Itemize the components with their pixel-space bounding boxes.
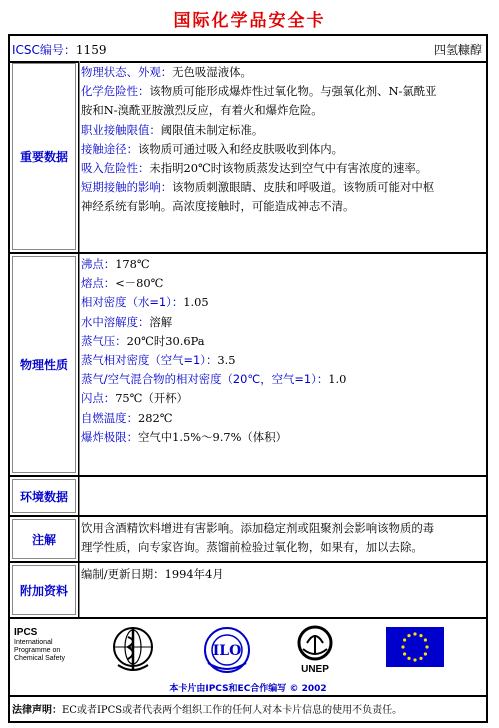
legal-label: 法律声明： <box>12 705 62 716</box>
field-value: 神经系统有影响。高浓度接触时，可能造成神志不清。 <box>81 199 355 214</box>
info-line <box>81 332 483 351</box>
field-key: 吸入危险性： <box>81 161 150 176</box>
info-line <box>81 101 483 120</box>
field-key: 接触途径： <box>81 141 138 156</box>
physical-properties-label: 物理性质 <box>12 256 76 473</box>
chemical-name: 四氢糠醇 <box>433 43 482 57</box>
icsc-label: ICSC编号： <box>12 43 76 57</box>
notes-label: 注解 <box>12 519 76 559</box>
ipcs-acronym: IPCS <box>14 627 38 638</box>
field-value: 胺和N-溴酰亚胺激烈反应，有着火和爆炸危险。 <box>81 103 323 118</box>
field-key: 熔点： <box>81 276 116 291</box>
field-value: 无色吸湿液体。 <box>172 65 252 79</box>
info-line <box>81 197 483 216</box>
info-line <box>81 140 483 159</box>
field-key: 短期接触的影响： <box>81 180 173 195</box>
info-line <box>81 370 483 389</box>
who-emblem-icon <box>110 625 156 675</box>
ipcs-line: Programme on <box>14 647 61 654</box>
ipcs-line: Chemical Safety <box>14 655 65 662</box>
unep-emblem-icon <box>293 625 337 665</box>
cooperation-credit: 本卡片由IPCS和EC合作编写 © 2002 <box>169 684 327 694</box>
field-value: 282℃ <box>137 410 173 425</box>
legal-notice <box>12 701 402 716</box>
field-key: 职业接触限值： <box>81 122 161 137</box>
info-line <box>81 428 483 447</box>
info-line <box>81 159 483 178</box>
field-value: 20℃时30.6Pa <box>126 333 205 348</box>
physical-properties-section <box>10 254 486 477</box>
field-value: 空气中1.5%～9.7%（体积） <box>137 429 287 444</box>
field-value: 1.0 <box>328 372 347 387</box>
info-line <box>81 389 483 408</box>
field-key: 闪点： <box>81 391 116 406</box>
icsc-number: 1159 <box>75 43 107 57</box>
info-line <box>81 409 483 428</box>
notes-content <box>79 517 486 561</box>
info-line: 饮用含酒精饮料增进有害影响。添加稳定剂或阻聚剂会影响该物质的毒 <box>81 521 435 535</box>
field-value: 阈限值未制定标准。 <box>160 122 264 137</box>
info-line <box>81 63 483 82</box>
field-value: 该物质可通过吸入和经皮肤吸收到体内。 <box>137 141 344 156</box>
info-line: 理学性质，向专家咨询。蒸馏前检验过氧化物，如果有，加以去除。 <box>81 540 423 555</box>
field-value: 178℃ <box>115 257 150 271</box>
info-line <box>81 293 483 312</box>
important-data-label: 重要数据 <box>12 63 76 250</box>
field-key: 水中溶解度： <box>81 314 150 329</box>
info-line <box>81 82 483 101</box>
field-key: 蒸气相对密度（空气=1）： <box>81 353 218 368</box>
logo-footer <box>10 619 486 697</box>
info-line <box>81 255 483 274</box>
field-key: 沸点： <box>81 257 116 271</box>
physical-properties-content <box>79 254 486 475</box>
field-key: 物理状态、外观： <box>81 65 173 79</box>
ipcs-logo <box>14 627 65 663</box>
svg-text:ILO: ILO <box>212 643 242 659</box>
update-date: 编制/更新日期：1994年4月 <box>81 567 224 581</box>
field-value: 75℃（开杯） <box>115 391 188 406</box>
ilo-emblem-icon <box>202 625 252 675</box>
info-line <box>81 178 483 197</box>
card-title: 国际化学品安全卡 <box>173 11 326 31</box>
field-key: 爆炸极限： <box>81 429 138 444</box>
card-header <box>10 36 486 63</box>
field-value: 该物质可能形成爆炸性过氧化物。与强氧化剂、N-氯酰亚 <box>149 84 437 99</box>
additional-info-content <box>79 563 486 617</box>
safety-card <box>8 34 488 723</box>
important-data-content <box>79 61 486 252</box>
field-value: 溶解 <box>149 314 173 329</box>
info-line <box>81 351 483 370</box>
field-value: <－80℃ <box>115 276 164 291</box>
info-line <box>81 313 483 332</box>
environment-section <box>10 477 486 517</box>
field-value: 该物质刺激眼睛、皮肤和呼吸道。该物质可能对中枢 <box>172 180 435 195</box>
notes-section <box>10 517 486 563</box>
field-value: 1.05 <box>183 295 209 310</box>
environment-content <box>79 477 486 515</box>
info-line <box>81 121 483 140</box>
field-key: 蒸气压： <box>81 333 127 348</box>
field-key: 相对密度（水=1）： <box>81 295 184 310</box>
eu-flag-icon <box>386 627 444 667</box>
info-line <box>81 274 483 293</box>
unep-label: UNEP <box>301 664 329 675</box>
field-value: 未指明20℃时该物质蒸发达到空气中有害浓度的速率。 <box>149 161 428 176</box>
additional-info-section <box>10 563 486 619</box>
important-data-section <box>10 61 486 254</box>
field-value: 3.5 <box>217 353 236 368</box>
additional-info-label: 附加资料 <box>12 565 76 615</box>
field-key: 自燃温度： <box>81 410 138 425</box>
field-key: 化学危险性： <box>81 84 150 99</box>
field-key: 蒸气/空气混合物的相对密度（20℃，空气=1）： <box>81 372 329 387</box>
ipcs-line: International <box>14 639 53 646</box>
environment-label: 环境数据 <box>12 479 76 513</box>
legal-text: EC或者IPCS或者代表两个组织工作的任何人对本卡片信息的使用不负责任。 <box>62 705 403 716</box>
